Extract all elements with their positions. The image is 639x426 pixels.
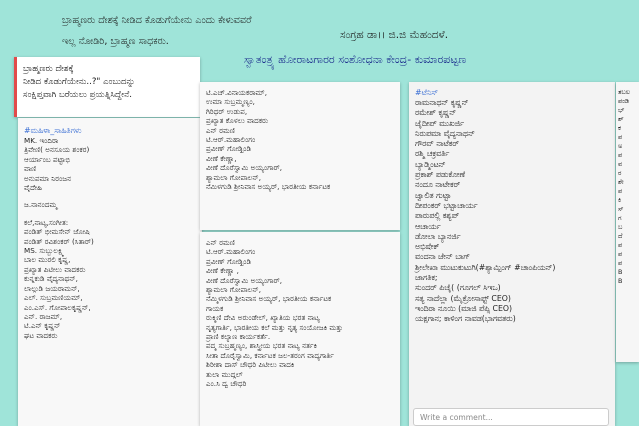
cropped-panel-right: [616, 82, 639, 362]
list-item: ಗಿರಿಧರ್ ಉಡುಪ,: [206, 106, 248, 116]
list-item: ವೈದೇಹಿ: [24, 183, 43, 193]
list-item: ಎನ್. ರಾಜಮ್,: [24, 311, 63, 321]
list-item: ಲಾಲ್ಗುಡಿ ಜಯರಾಮನ್,: [24, 283, 80, 293]
list-item: ದೆ: [618, 232, 623, 240]
list-item: ಡೋಲಾ ಬ್ಯಾನರ್ಜಿ: [415, 231, 461, 241]
list-item: ಪ್ರಖ್ಯಾತ ಕೊಳಲು ವಾದಕರು: [206, 116, 269, 126]
list-item: ಕಿ: [618, 196, 621, 204]
list-item: ಸತ್ಯ ನಾದೆಲ್ಲಾ (ಮೈಕ್ರೋಸಾಫ್ಟ್ CEO): [415, 293, 511, 303]
list-item: ತಬಲ: [618, 88, 630, 96]
list-item: ಎನ್ ರಮಣಿ: [206, 238, 235, 247]
list-item: MS. ಸುಬ್ಬುಲಕ್ಷ್ಮಿ: [24, 246, 65, 256]
list-item: ಕಲೆ,ನಾಟ್ಯ,ಸಂಗೀತ:: [24, 217, 69, 227]
list-item: ಸೀತಾ ದೊರೈಸ್ವಾಮಿ, ಕರ್ನಾಟಕ ಜಲ-ತರಂಗ ವಾದ್ಯಗಾರ್ತಿ: [206, 350, 334, 360]
list-item: ಗೌರವ್ ನಾಟೆಕರ್: [415, 139, 459, 149]
quote-lines: [17, 57, 200, 102]
list-item: ಸ್: [618, 205, 624, 213]
list-item: ಪದ್ಮ ಸುಬ್ರಹ್ಮಣ್ಯಂ, ಶಾಸ್ತ್ರೀಯ ಭರತ ನಾಟ್ಯ ನರ್ತಕಿ: [206, 341, 317, 351]
list-item: ಎನ್ ರಮಣಿ: [206, 125, 235, 135]
sports-global-list: [415, 98, 609, 325]
writer-extra-list: [24, 200, 196, 209]
list-item: ಪ್ರಖ್ಯಾತ ಪಿಟೀಲು ವಾದಕರು: [24, 264, 86, 274]
list-item: ಗ: [618, 214, 622, 222]
compiler-credit: ಸಂಗ್ರಹ ಡಾ।। ಜಿ.ಜಿ ಮೆಹಂದಳೆ.: [340, 29, 449, 41]
list-item: ವೀಣೆ ಕೇಣ್ಣಾ ,: [206, 266, 239, 276]
list-item: ಪಾರುಪಲ್ಲಿ ಕಶ್ಯಪ್: [415, 211, 460, 221]
list-item: ಘಟ ವಾದಕರು: [24, 330, 58, 340]
musicians-panel-bottom: [200, 232, 400, 426]
list-item: ಟಿ.ಎನ್ ಕೃಷ್ಣನ್: [24, 321, 61, 331]
list-item: ಅಭಿಷೇಕ್: [415, 242, 440, 252]
list-item: ಕ: [618, 124, 621, 132]
list-item: ಕುನ್ನಕುಡಿ ವೈದ್ಯನಾಥನ್,: [24, 274, 78, 284]
list-item: ರುಕ್ಮಿಣಿ ದೇವಿ ಅರುಂಡೇಲ್, ಖ್ಯಾತಿಯ ಭರತ ನಾಟ್ಯ: [206, 313, 320, 323]
list-item: ಯಕ್ಷಗಾನ; ಕಾಳಿಂಗ ನಾವಡ(ಭಾಗವತರು): [415, 314, 516, 324]
quote-line: ಬ್ರಾಹ್ಮಣರು ದೇಶಕ್ಕೆ: [23, 64, 74, 74]
list-item: ರಶ್ಮಿ ಚಕ್ರವರ್ತಿ: [415, 149, 450, 159]
list-item: ಶಿರೀಶಾ ದಾಸ್ ಚೌಧರಿ ಪಿಟೀಲು ವಾದಕಿ: [206, 360, 295, 370]
arts-music-list: [24, 218, 196, 340]
list-item: ಪಂಡಿತ್ ರವಿಶಂಕರ್ (ಸಿತಾರ್): [24, 236, 94, 246]
list-item: ನೆಮಿಳಗುಡಿ ಶ್ರೀನಿವಾಸ ಅಯ್ಯರ್, ಭಾರತೀಯ ಕರ್ನಾಟಕ: [206, 182, 331, 192]
list-item: ಪ್ರಕಾಶ್ ಪಡುಕೋಣೆ: [415, 170, 466, 180]
list-item: ಎಲ್. ಸುಬ್ರಮಣಿಯಮ್,: [24, 293, 83, 303]
list-item: ಶ್ಯಾಮಲಾ ಗೋಪಾಲನ್,: [206, 285, 262, 295]
list-item: ಪಂಡಿತ್ ಭೀಮಸೇನ್ ಜೋಷಿ: [24, 227, 90, 237]
women-writers-arts-panel: [18, 118, 202, 426]
sports-global-panel: [409, 82, 615, 426]
list-item: ಟಿ.ಎಚ್.ವಿನಾಯಕರಾಮ್,: [206, 88, 268, 97]
list-item: ಬಾಲ ಮುರಲಿ ಕೃಷ್ಣ,: [24, 255, 71, 265]
list-item: ಪ: [618, 259, 623, 267]
list-item: ಶ್: [618, 115, 624, 123]
list-item: ಟಿ.ಆರ್.ಮಹಾಲಿಂಗಂ: [206, 247, 256, 257]
list-item: ಬ್ಯಾಡ್ಮಿಂಟನ್: [415, 159, 446, 169]
list-item: ಗಾಯಕ: [206, 303, 224, 313]
list-item: ಶೇ: [618, 178, 624, 186]
list-item: ಸುಂದರ್ ಪಿಚೈ( (ಗೂಗಲ್ ಸಿಇಒ): [415, 283, 501, 293]
list-item: ಬ: [618, 223, 623, 231]
list-item: B: [618, 277, 623, 285]
list-item: MK. ಇಂದಿರಾ: [24, 136, 59, 145]
list-item: ರಾಮನಾಥನ್ ಕೃಷ್ಣನ್: [415, 98, 469, 107]
list-item: ತ್ರಿವೇಣಿ( ಅನಸೂಯ ಶಂಕರ): [24, 145, 90, 155]
musicians-list-top: [206, 88, 394, 191]
list-item: ಎಂ.ಎಸ್. ಗೋಪಾಲಕೃಷ್ಣನ್,: [24, 302, 91, 312]
list-item: ಜ.ನಾನಂದಮ್ಮ: [24, 200, 58, 210]
header-line-1: ಬ್ರಾಹ್ಮಣರು ದೇಶಕ್ಕೆ ನೀಡಿದ ಕೊಡುಗೆಯೇನು ಎಂದು ಕೇಳುವವರೆ: [62, 15, 252, 26]
list-item: ನಿರುಪಮಾ ವೈದ್ಯನಾಥನ್: [415, 128, 475, 138]
list-item: ಶ್ರೀಲೇಖಾ ಮುಟುಕುಟುಗಿ(#ಶ್ಯಾಮ್ಪಿಂಗ್ #ಚಾಂಪಿಯನ್): [415, 262, 556, 272]
list-item: ವೀಣೆ ದೊರೆಸ್ವಾಮಿ ಅಯ್ಯಂಗಾರ್,: [206, 163, 283, 173]
list-item: ವೀಣೆ ದೊರೆಸ್ವಾಮಿ ಅಯ್ಯಂಗಾರ್,: [206, 275, 283, 285]
cropped-list-right: [618, 88, 637, 286]
quote-card: [14, 57, 200, 117]
header-line-2: ಇಲ್ಲ ನೋಡಿರಿ, ಬ್ರಾಹ್ಮಣ ಸಾಧಕರು.: [62, 36, 169, 47]
list-item: ರಮೇಶ್ ಕೃಷ್ಣನ್: [415, 108, 457, 118]
organization-title: ಸ್ವಾತಂತ್ರ್ಯ ಹೋರಾಟಗಾರರ ಸಂಶೋಧನಾ ಕೇಂದ್ರ- ಕುಮಾರಪಟ್ಟಣ: [244, 53, 467, 66]
list-item: ಪ್ರವೀಣ್ ಗೋಡ್ಖಿಂಡಿ: [206, 256, 251, 266]
list-item: ತುಲಾ ಮುದ್ಗಲ್: [206, 369, 243, 379]
list-item: ಪ: [618, 187, 623, 195]
list-item: ಪ್ರಾಣಿ ಕಲ್ಯಾಣ ಕಾರ್ಯಕರ್ತೆ.: [206, 332, 271, 342]
list-item: ಅನುಪಮಾ ನಿರಂಜನ: [24, 173, 72, 183]
list-item: ಎಂ.ಸಿ ದ್ವ ಚೌಧರಿ: [206, 379, 247, 389]
list-item: ಪ: [618, 250, 623, 258]
list-item: ವ: [618, 160, 623, 168]
musicians-panel-top: [200, 82, 400, 230]
list-item: ನಂದೂ ನಾಟೇಕರ್: [415, 180, 461, 190]
quote-line: ನೀಡಿದ ಕೊಡುಗೆಯೇನು..?" ಎಂಬುದನ್ನು: [23, 77, 136, 87]
list-item: ಜೈದೀಪ್ ಮುಖರ್ಜಿ: [415, 118, 464, 128]
hashtag-women-writers[interactable]: #ಮಹಿಳಾ_ಸಾಹಿತಿಗಳು: [24, 126, 82, 135]
list-item: ನೆಮ್ಮಿಳಗುಡಿ ಶ್ರೀನಿವಾಸ ಅಯ್ಯರ್, ಭಾರತೀಯ ಕರ್ನಾಟಕ: [206, 294, 332, 304]
list-item: ಅ: [618, 142, 623, 150]
list-item: ರ: [618, 169, 622, 177]
list-item: ವೀಣೆ ಕೇಣ್ಣಾ,: [206, 153, 237, 163]
list-item: ಜ್ವಾಲಿತ ಗುಟ್ಟಾ: [415, 190, 452, 200]
hashtag-tennis[interactable]: #ಟೆನಿಸ್: [415, 88, 438, 97]
list-item: ಆರ್ಯಾಂಬ ಪಟ್ಟಾಭಿ: [24, 154, 71, 164]
list-item: ದೀಪಂಕರ್ ಭಟ್ಟಾಚಾರ್ಯ: [415, 200, 478, 210]
musicians-list-bottom: [206, 238, 394, 389]
list-item: ಟಿ.ಆರ್.ಮಹಾಲಿಂಗಂ: [206, 135, 256, 145]
list-item: B: [618, 268, 623, 276]
quote-line: ಸಂಕ್ಷಿಪ್ತವಾಗಿ ಬರೆಯಲು ಪ್ರಯತ್ನಿಸಿದ್ದೇನೆ.: [23, 90, 132, 100]
list-item: ಜಾಗತಿಕ;: [415, 273, 438, 283]
list-item: ವಂದನಾ ಜೇನ್ ಬಾಗ್: [415, 252, 471, 262]
list-item: ಪ: [618, 133, 623, 141]
list-item: ಪ್ರವೀಣ್ ಗೋಡ್ಖಿಂಡಿ: [206, 144, 251, 154]
list-item: ಪ: [618, 151, 623, 159]
list-item: ಉಮಾ ಸುಬ್ರಮ್ಮಣ್ಯಂ,: [206, 97, 255, 107]
list-item: ಪಂಡಿ: [618, 97, 629, 105]
list-item: ಇಂದಿರಾ ನೂಯಿ (ಮಾಜಿ ಪೆಪ್ಸಿ CEO): [415, 303, 513, 313]
comment-input[interactable]: Write a comment...: [413, 408, 609, 426]
list-item: ನೃತ್ಯಗಾರ್ತಿ, ಭಾರತೀಯ ಕಲೆ ಮತ್ತು ನೃತ್ಯ ಸಂಯೋಜಕಿ ಮತ್ತು: [206, 322, 343, 332]
list-item: ಭ್: [618, 106, 625, 114]
list-item: ವಾಣಿ: [24, 164, 37, 174]
list-item: ಆಚಾರ್ಯ: [415, 221, 441, 231]
women-writers-list: [24, 136, 196, 192]
list-item: ಪ: [618, 241, 623, 249]
list-item: ಶ್ಯಾಮಲಾ ಗೋಪಾಲನ್,: [206, 172, 262, 182]
